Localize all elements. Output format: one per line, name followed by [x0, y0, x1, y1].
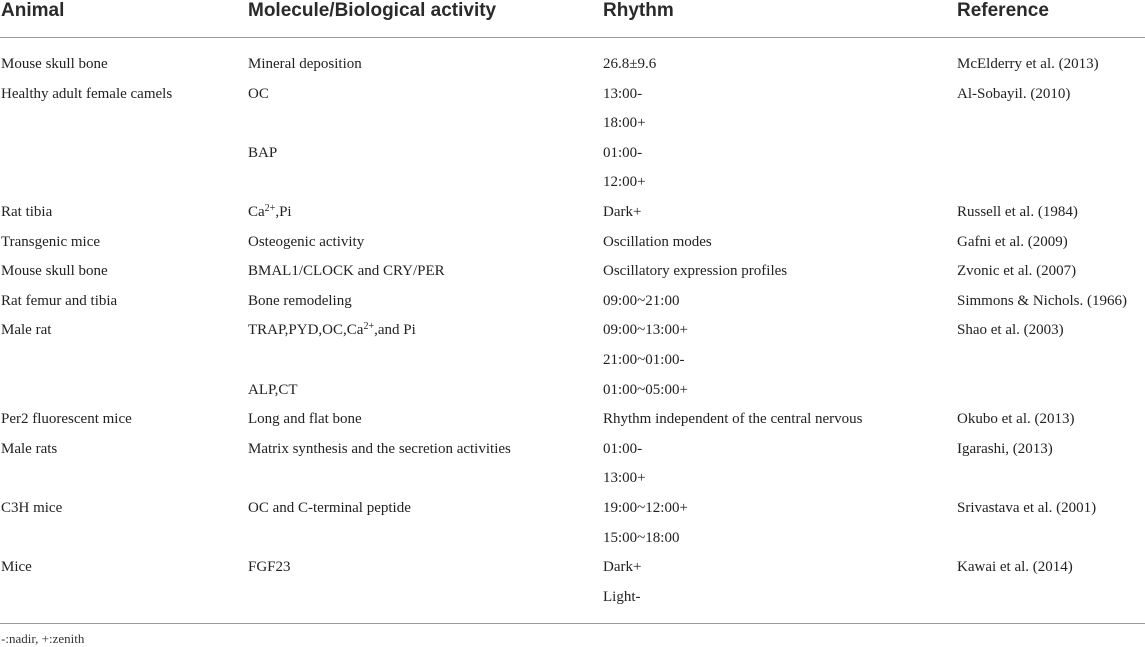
header-rhythm: Rhythm — [603, 0, 674, 21]
table-row — [0, 168, 1145, 198]
cell-rhythm: 12:00+ — [603, 174, 646, 191]
molecule-text: Ca — [248, 203, 265, 220]
table-row — [0, 346, 1145, 376]
cell-reference: Igarashi, (2013) — [957, 440, 1053, 457]
header-reference: Reference — [957, 0, 1049, 21]
molecule-text: TRAP,PYD,OC,Ca — [248, 322, 364, 339]
cell-rhythm: 09:00~21:00 — [603, 292, 680, 309]
cell-animal: Mouse skull bone — [1, 56, 108, 72]
table-row — [0, 316, 1145, 346]
cell-reference: Gafni et al. (2009) — [957, 233, 1068, 250]
table-row — [0, 50, 1145, 80]
cell-reference: Al-Sobayil. (2010) — [957, 85, 1071, 102]
cell-reference: Kawai et al. (2014) — [957, 559, 1073, 576]
table-bottom-rule — [0, 623, 1145, 624]
cell-rhythm: 21:00~01:00- — [603, 351, 685, 368]
cell-rhythm: 13:00- — [603, 85, 643, 102]
cell-molecule: Mineral deposition — [248, 56, 362, 72]
table-row — [0, 139, 1145, 169]
table-row — [0, 287, 1145, 317]
cell-rhythm: Oscillatory expression profiles — [603, 263, 788, 280]
table-row — [0, 494, 1145, 524]
cell-animal: Male rat — [1, 322, 52, 339]
table-body — [0, 50, 1145, 612]
cell-molecule: OC and C-terminal peptide — [248, 499, 411, 516]
cell-rhythm: Dark+ — [603, 203, 642, 220]
table-row — [0, 109, 1145, 139]
cell-molecule: Matrix synthesis and the secretion activities — [248, 440, 511, 457]
cell-molecule — [248, 316, 416, 346]
table-row — [0, 376, 1145, 406]
table-row — [0, 198, 1145, 228]
cell-rhythm: 09:00~13:00+ — [603, 322, 688, 339]
cell-molecule: Bone remodeling — [248, 292, 352, 309]
superscript: 2+ — [264, 202, 276, 214]
header-animal: Animal — [1, 0, 65, 21]
cell-animal: Mice — [1, 559, 32, 576]
cell-reference: Zvonic et al. (2007) — [957, 263, 1077, 280]
cell-molecule: FGF23 — [248, 559, 291, 576]
cell-molecule: Long and flat bone — [248, 411, 362, 428]
cell-reference: Okubo et al. (2013) — [957, 411, 1075, 428]
cell-animal: Rat tibia — [1, 203, 53, 220]
table-header — [0, 0, 1145, 38]
cell-animal: Mouse skull bone — [1, 263, 108, 280]
cell-animal: Healthy adult female camels — [1, 85, 173, 102]
cell-rhythm: 13:00+ — [603, 470, 646, 487]
table-footnote: -:nadir, +:zenith — [1, 631, 85, 646]
cell-molecule: OC — [248, 85, 269, 102]
cell-reference: Shao et al. (2003) — [957, 322, 1064, 339]
molecule-text: ,and Pi — [374, 322, 416, 339]
cell-reference: McElderry et al. (2013) — [957, 56, 1099, 72]
table-row — [0, 583, 1145, 613]
cell-rhythm: Oscillation modes — [603, 233, 712, 250]
cell-molecule: BAP — [248, 144, 278, 161]
cell-rhythm: 18:00+ — [603, 115, 646, 132]
cell-rhythm: 01:00~05:00+ — [603, 381, 688, 398]
table-row — [0, 80, 1145, 110]
cell-reference: Simmons & Nichols. (1966) — [957, 292, 1128, 309]
cell-animal: Transgenic mice — [1, 233, 101, 250]
molecule-text: ,Pi — [275, 203, 292, 220]
table-row — [0, 464, 1145, 494]
cell-rhythm: 19:00~12:00+ — [603, 499, 688, 516]
table-row — [0, 553, 1145, 583]
header-molecule: Molecule/Biological activity — [248, 0, 497, 21]
cell-molecule: BMAL1/CLOCK and CRY/PER — [248, 263, 445, 280]
table-row — [0, 228, 1145, 258]
cell-molecule: ALP,CT — [248, 381, 298, 398]
cell-animal: C3H mice — [1, 499, 63, 516]
cell-rhythm: 01:00- — [603, 440, 643, 457]
cell-reference: Russell et al. (1984) — [957, 203, 1078, 220]
cell-molecule — [248, 198, 292, 228]
cell-reference: Srivastava et al. (2001) — [957, 499, 1097, 516]
cell-animal: Per2 fluorescent mice — [1, 411, 132, 428]
table-row — [0, 435, 1145, 465]
cell-rhythm: 26.8±9.6 — [603, 56, 657, 72]
cell-molecule: Osteogenic activity — [248, 233, 365, 250]
table-row — [0, 524, 1145, 554]
cell-rhythm: Rhythm independent of the central nervous — [603, 411, 863, 428]
cell-rhythm: Dark+ — [603, 559, 642, 576]
table-row — [0, 257, 1145, 287]
cell-rhythm: Light- — [603, 588, 641, 605]
cell-rhythm: 01:00- — [603, 144, 643, 161]
cell-animal: Male rats — [1, 440, 58, 457]
cell-rhythm: 15:00~18:00 — [603, 529, 680, 546]
cell-animal: Rat femur and tibia — [1, 292, 118, 309]
table-row — [0, 405, 1145, 435]
superscript: 2+ — [363, 321, 375, 333]
